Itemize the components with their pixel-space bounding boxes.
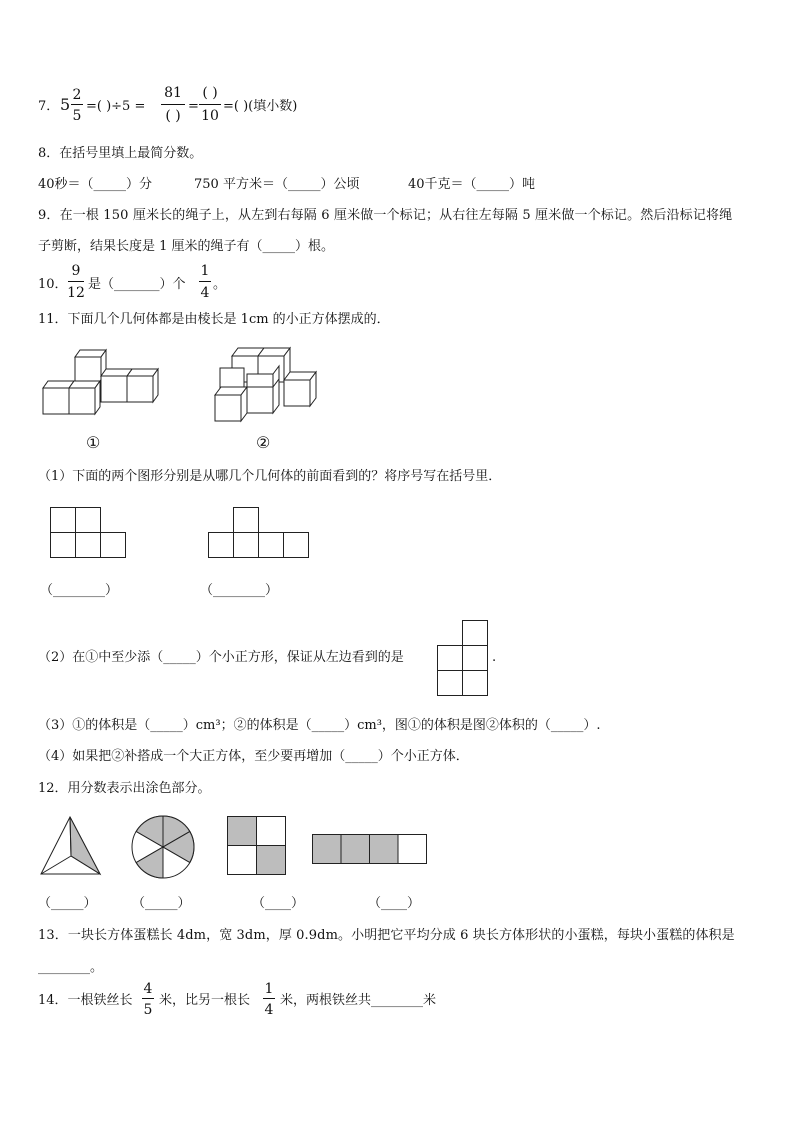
q7-f3-den: 10 [201, 108, 219, 124]
q8-item1: 40秒＝（_____）分 [38, 177, 153, 192]
q12-blank-3[interactable]: （____） [252, 896, 305, 911]
q9-line2: 子剪断，结果长度是 1 厘米的绳子有（_____）根。 [38, 239, 335, 254]
q12-blank-1[interactable]: （_____） [38, 896, 97, 911]
q13-line2[interactable]: ________。 [38, 960, 104, 975]
q13-line1: 13．一块长方体蛋糕长 4dm，宽 3dm，厚 0.9dm。小明把它平均分成 6 块长方体形状的小蛋糕，每块小蛋糕的体积是 [38, 928, 735, 943]
left-view-figure [437, 620, 491, 698]
q10-f1-num: 9 [71, 263, 81, 279]
q10-f1-den: 12 [67, 285, 85, 301]
q7-mixed-bar [71, 104, 83, 105]
q11-part2-end: . [492, 650, 497, 665]
q12-title: 12．用分数表示出涂色部分。 [38, 781, 211, 796]
q7-mixed-num: 2 [72, 87, 82, 103]
solid-1-label: ① [86, 433, 101, 452]
q10-f1-bar [68, 281, 84, 282]
q14-mid: 米，比另一根长 [159, 993, 251, 1008]
q7-f2-den: ( ) [165, 108, 181, 124]
front-view-a-blank[interactable]: （________） [40, 583, 119, 598]
q14-f2-den: 4 [264, 1002, 274, 1018]
q7-f3-bar [199, 104, 221, 105]
q10-f2-bar [199, 281, 211, 282]
q14-start: 14．一根铁丝长 [38, 993, 133, 1008]
q7-mixed-whole: 5 [60, 95, 71, 114]
q7-number: 7． [38, 99, 60, 114]
q14-f2-bar [263, 998, 275, 999]
q7-f3-num: ( ) [202, 85, 218, 101]
q7-eq3: =( )(填小数) [223, 99, 298, 114]
circle-figure [130, 814, 196, 880]
solid-2-label: ② [256, 433, 271, 452]
q12-blank-4[interactable]: （____） [368, 896, 421, 911]
front-view-b-blank[interactable]: （________） [200, 583, 279, 598]
solid-2-figure [212, 343, 322, 423]
bar-strip-figure [312, 834, 428, 866]
q14-f2-num: 1 [264, 981, 274, 997]
q14-f1-bar [142, 998, 154, 999]
q11-part3: （3）①的体积是（_____）cm³；②的体积是（_____）cm³，图①的体积是图②体积的（_____）. [38, 718, 601, 733]
q8-title: 8．在括号里填上最简分数。 [38, 146, 203, 161]
q14-f1-den: 5 [143, 1002, 153, 1018]
q9-line1: 9．在一根 150 厘米长的绳子上，从左到右每隔 6 厘米做一个标记；从右往左每隔 5 厘米做一个标记。然后沿标记将绳 [38, 208, 733, 223]
q10-mid: 是（_______）个 [88, 277, 186, 292]
q7-eq1: =( )÷5 = [86, 99, 146, 114]
q7-f2-bar [161, 104, 185, 105]
solid-1-figure [40, 343, 165, 418]
q7-f2-num: 81 [164, 85, 182, 101]
q8-item3: 40千克＝（_____）吨 [408, 177, 536, 192]
q12-blank-2[interactable]: （_____） [132, 896, 191, 911]
q10-f2-num: 1 [200, 263, 210, 279]
q11-part4: （4）如果把②补搭成一个大正方体，至少要再增加（_____）个小正方体． [38, 749, 469, 764]
front-view-a [50, 507, 130, 559]
q7-eq2: = [188, 99, 199, 114]
q10-end: 。 [213, 277, 227, 292]
front-view-b [208, 507, 313, 559]
triangle-figure [38, 815, 104, 877]
q11-part2: （2）在①中至少添（_____）个小正方形，保证从左边看到的是 [38, 650, 404, 665]
q7-mixed-den: 5 [72, 108, 82, 124]
q10-number: 10． [38, 277, 68, 292]
square-grid-figure [227, 816, 287, 876]
q10-f2-den: 4 [200, 285, 210, 301]
q11-part1: （1）下面的两个图形分别是从哪几个几何体的前面看到的？将序号写在括号里． [38, 469, 502, 484]
q14-f1-num: 4 [143, 981, 153, 997]
q11-title: 11．下面几个几何体都是由棱长是 1cm 的小正方体摆成的． [38, 312, 390, 327]
q8-item2: 750 平方米＝（_____）公顷 [194, 177, 360, 192]
q14-end: 米，两根铁丝共________米 [280, 993, 437, 1008]
